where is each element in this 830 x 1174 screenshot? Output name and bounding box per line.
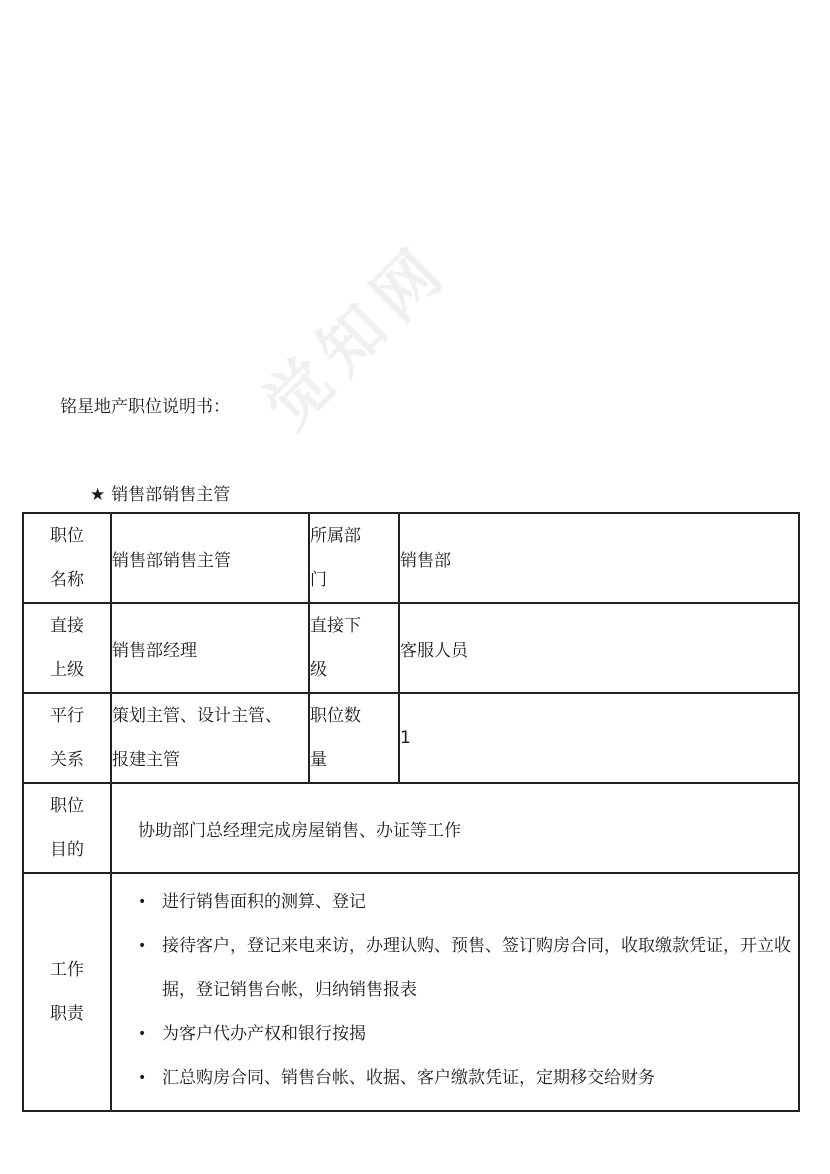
value-department: 销售部	[399, 513, 799, 603]
table-row	[23, 693, 799, 783]
job-description-table	[22, 512, 800, 1112]
label-position-purpose: 职位 目的	[23, 783, 111, 873]
label-parallel-relations: 平行 关系	[23, 693, 111, 783]
label-job-title: 职位 名称	[23, 513, 111, 603]
list-item: • 为客户代办产权和银行按揭	[136, 1012, 798, 1056]
watermark: 觉知网	[250, 229, 465, 443]
list-item: • 接待客户，登记来电来访，办理认购、预售、签订购房合同，收取缴款凭证，开立收据，登记销售台帐，归纳销售报表	[136, 924, 798, 1012]
table-row	[23, 783, 799, 873]
label-position-count: 职位数 量	[309, 693, 399, 783]
value-position-count: 1	[399, 693, 799, 783]
value-direct-subordinate: 客服人员	[399, 603, 799, 693]
value-position-purpose: 协助部门总经理完成房屋销售、办证等工作	[111, 783, 799, 873]
star-icon: ★	[90, 485, 106, 505]
section-title-text: 销售部销售主管	[111, 485, 231, 505]
list-item: • 进行销售面积的测算、登记	[136, 880, 798, 924]
document-title: 铭星地产职位说明书：	[60, 397, 230, 417]
label-direct-superior: 直接 上级	[23, 603, 111, 693]
table-row	[23, 873, 799, 1111]
label-job-duties: 工作 职责	[23, 873, 111, 1111]
value-direct-superior: 销售部经理	[111, 603, 309, 693]
section-title	[90, 480, 230, 505]
table-row	[23, 603, 799, 693]
list-item: • 汇总购房合同、销售台帐、收据、客户缴款凭证，定期移交给财务	[136, 1056, 798, 1100]
duties-list	[112, 874, 798, 1100]
value-parallel-relations: 策划主管、设计主管、 报建主管	[111, 693, 309, 783]
label-department: 所属部 门	[309, 513, 399, 603]
value-job-title: 销售部销售主管	[111, 513, 309, 603]
label-direct-subordinate: 直接下 级	[309, 603, 399, 693]
value-job-duties	[111, 873, 799, 1111]
table-row	[23, 513, 799, 603]
